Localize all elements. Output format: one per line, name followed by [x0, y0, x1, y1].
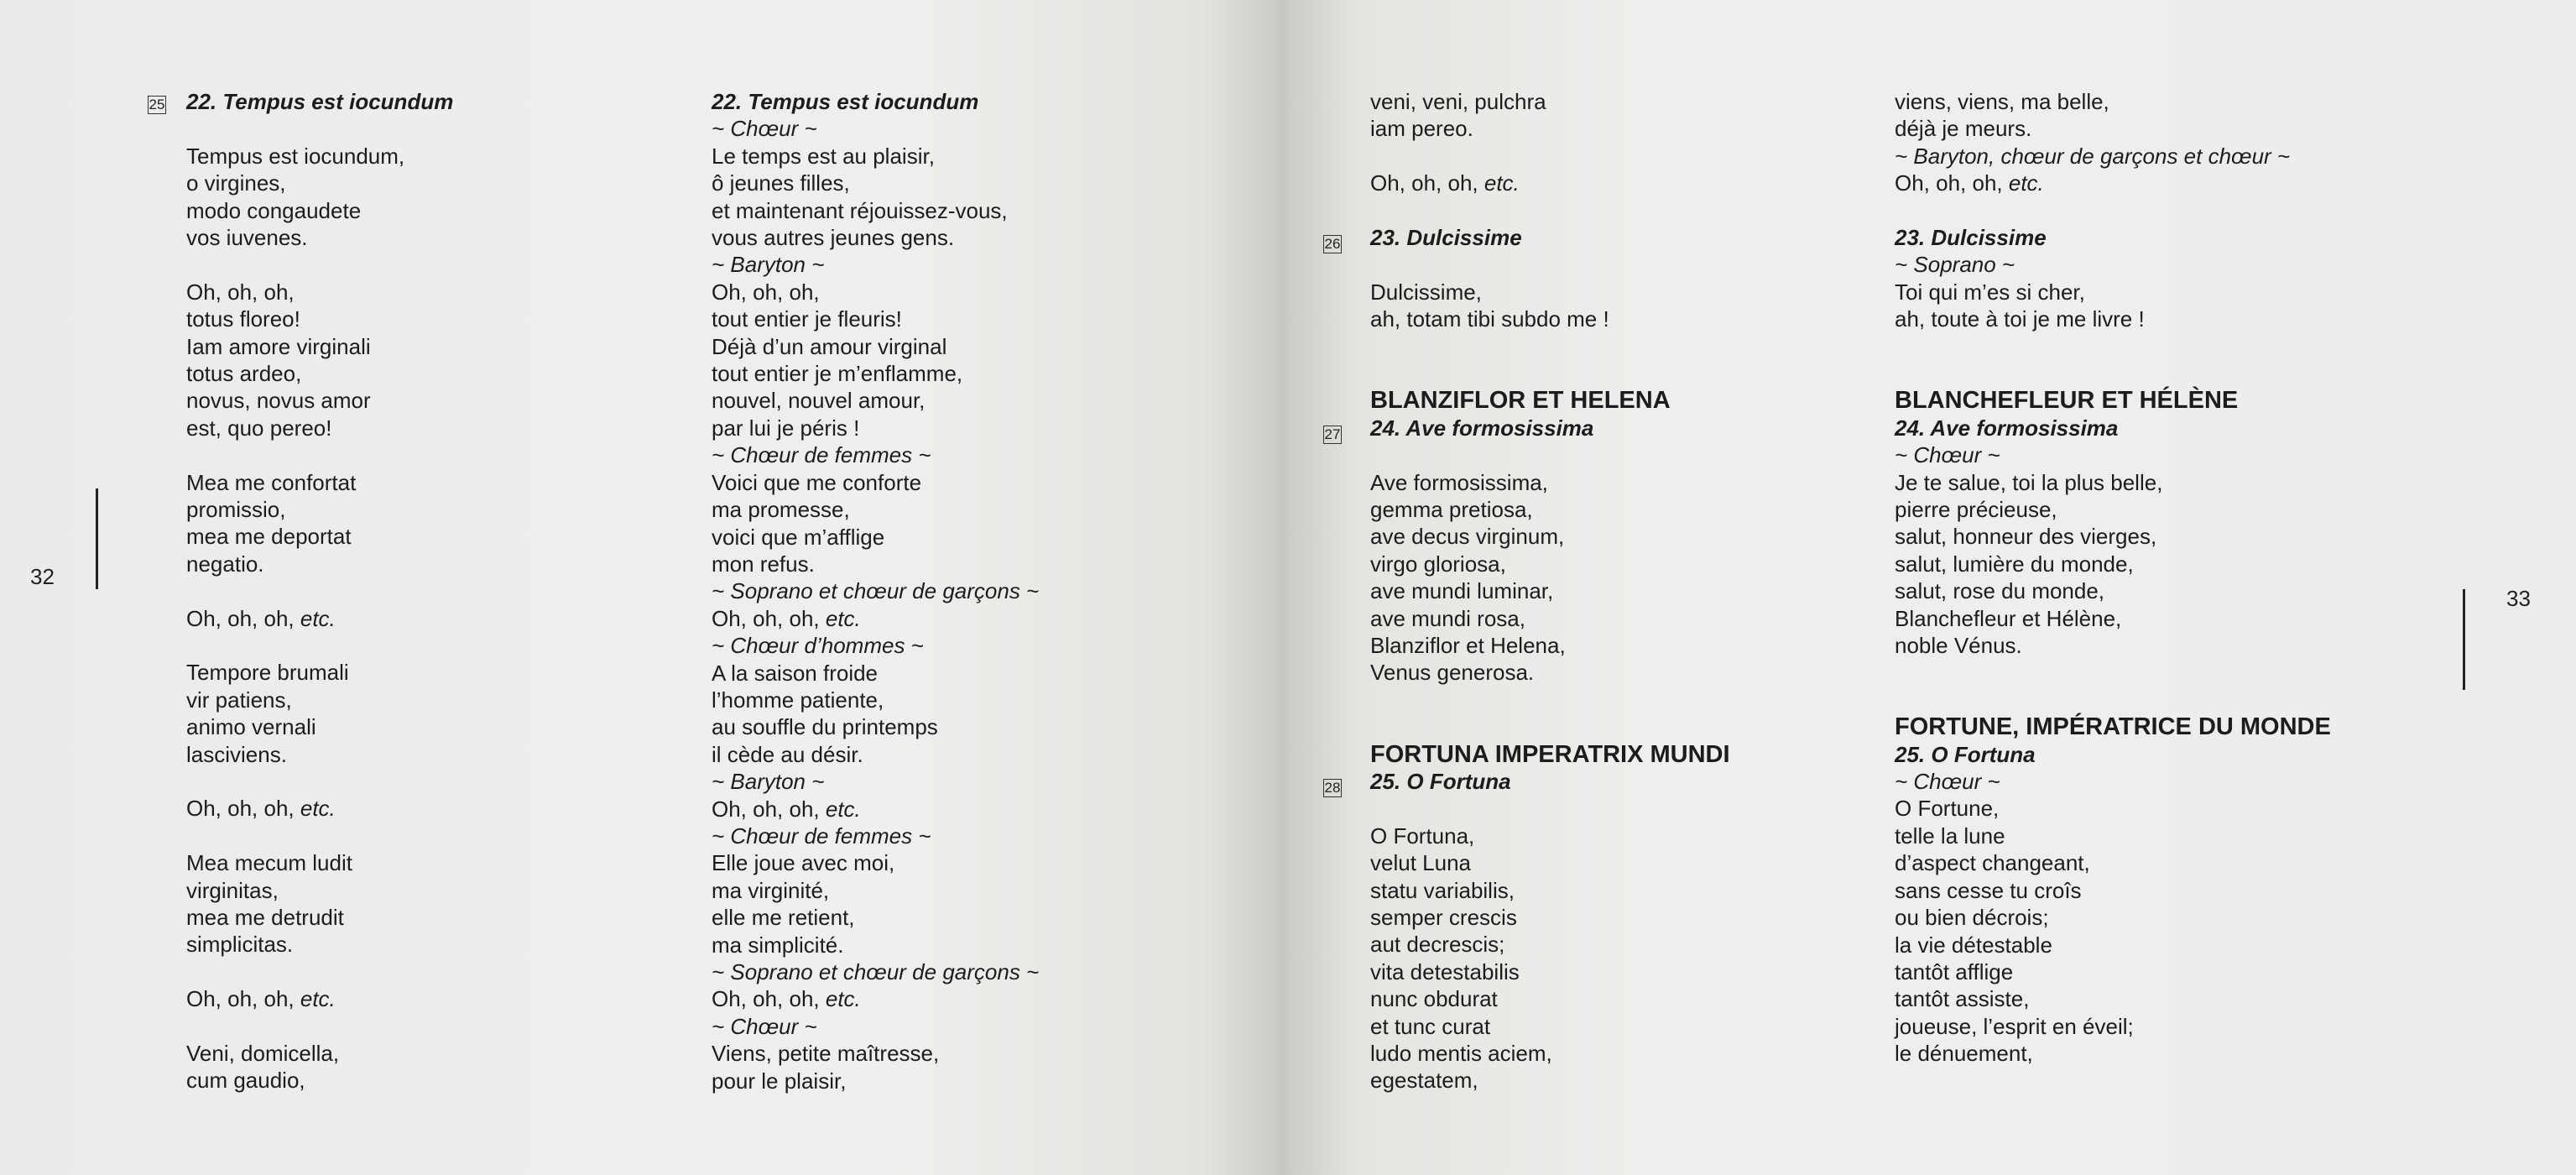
verse-line: vir patiens,	[186, 687, 292, 713]
verse-line: mon refus.	[712, 551, 815, 577]
track-marker: 28	[1324, 780, 1341, 796]
line-gap	[186, 958, 453, 985]
track-marker: 25	[149, 97, 165, 112]
verse-line: Viens, petite maîtresse,	[712, 1041, 940, 1067]
verse-line: et maintenant réjouissez-vous,	[712, 197, 1008, 223]
voice-direction: ~ Chœur d’hommes ~	[712, 633, 924, 659]
line-gap	[1370, 795, 1730, 822]
line-gap	[186, 768, 453, 795]
voice-direction: ~ Chœur ~	[712, 1013, 817, 1039]
song-title: 24. Ave formosissima	[1370, 415, 1594, 441]
verse-line: negatio.	[186, 551, 264, 577]
verse-line: ah, totam tibi subdo me !	[1370, 306, 1609, 332]
line-gap	[186, 441, 453, 468]
french-text-column	[1895, 88, 2331, 1068]
verse-line: Iam amore virginali	[186, 333, 371, 359]
verse-line: au souffle du printemps	[712, 714, 938, 740]
verse-line: ma promesse,	[712, 497, 850, 523]
verse-line: Oh, oh, oh, etc.	[186, 796, 336, 822]
right-page	[1280, 0, 2576, 1175]
verse-line: Oh, oh, oh, etc.	[712, 796, 861, 822]
verse-line: Oh, oh, oh, etc.	[1370, 170, 1520, 196]
voice-direction: ~ Soprano et chœur de garçons ~	[712, 959, 1040, 984]
section-heading: FORTUNA IMPERATRIX MUNDI	[1370, 740, 1730, 768]
line-gap	[1370, 713, 1730, 740]
verse-line: l’homme patiente,	[712, 687, 884, 713]
song-title: 22. Tempus est iocundum	[712, 89, 979, 114]
verse-line: semper crescis	[1370, 905, 1517, 931]
verse-line: ave decus virginum,	[1370, 524, 1565, 550]
voice-direction: ~ Baryton, chœur de garçons et chœur ~	[1895, 143, 2291, 169]
line-gap	[1895, 360, 2331, 387]
line-gap	[1370, 143, 1730, 170]
verse-line: et tunc curat	[1370, 1013, 1491, 1039]
verse-line: telle la lune	[1895, 822, 2005, 849]
verse-line: nunc obdurat	[1370, 986, 1498, 1012]
line-gap	[1370, 687, 1730, 713]
verse-line: voici que m’afflige	[712, 524, 885, 550]
track-marker: 26	[1324, 236, 1341, 252]
verse-line: Oh, oh, oh,	[712, 279, 820, 305]
verse-line: Oh, oh, oh,	[186, 279, 295, 305]
voice-direction: ~ Baryton ~	[712, 252, 825, 278]
verse-line: ô jeunes filles,	[712, 170, 850, 196]
verse-line: mea me deportat	[186, 524, 352, 550]
verse-line: virgo gloriosa,	[1370, 551, 1506, 577]
verse-line: nouvel, nouvel amour,	[712, 388, 926, 414]
line-gap	[186, 115, 453, 142]
verse-line: tout entier je fleuris!	[712, 306, 902, 332]
verse-line: par lui je péris !	[712, 415, 860, 441]
verse-line: O Fortune,	[1895, 796, 2000, 822]
verse-line: ah, toute à toi je me livre !	[1895, 306, 2145, 332]
verse-line: modo congaudete	[186, 197, 362, 223]
verse-line: Oh, oh, oh, etc.	[1895, 170, 2044, 196]
verse-line: iam pereo.	[1370, 116, 1473, 142]
verse-line: Je te salue, toi la plus belle,	[1895, 469, 2163, 495]
etc-marker: etc.	[825, 796, 861, 822]
verse-line: Le temps est au plaisir,	[712, 143, 935, 169]
verse-line: lasciviens.	[186, 741, 287, 767]
verse-line: Mea mecum ludit	[186, 850, 352, 876]
line-gap	[1895, 333, 2331, 360]
voice-direction: ~ Soprano et chœur de garçons ~	[712, 578, 1040, 604]
verse-line: Blanziflor et Helena,	[1370, 633, 1566, 659]
verse-line: vita detestabilis	[1370, 958, 1520, 984]
etc-marker: etc.	[300, 986, 336, 1012]
verse-line: vos iuvenes.	[186, 225, 308, 251]
verse-line: salut, rose du monde,	[1895, 578, 2105, 604]
page-number: 33	[2506, 586, 2531, 611]
etc-marker: etc.	[2008, 170, 2044, 196]
section-heading: FORTUNE, IMPÉRATRICE DU MONDE	[1895, 713, 2331, 741]
verse-line: il cède au désir.	[712, 741, 863, 767]
verse-line: o virgines,	[186, 170, 286, 196]
line-gap	[1895, 197, 2331, 224]
verse-line: statu variabilis,	[1370, 877, 1515, 903]
track-marker: 27	[1324, 426, 1341, 442]
verse-line: Ave formosissima,	[1370, 469, 1548, 495]
verse-line: Voici que me conforte	[712, 469, 922, 495]
line-gap	[1370, 441, 1730, 468]
verse-line: ma simplicité.	[712, 932, 844, 958]
etc-marker: etc.	[825, 605, 861, 631]
verse-line: Veni, domicella,	[186, 1041, 340, 1067]
line-gap	[186, 632, 453, 659]
etc-marker: etc.	[300, 605, 336, 631]
verse-line: O Fortuna,	[1370, 822, 1475, 849]
verse-line: Mea me confortat	[186, 469, 357, 495]
verse-line: tantôt assiste,	[1895, 986, 2030, 1012]
etc-marker: etc.	[1484, 170, 1520, 196]
french-text-column	[712, 88, 1039, 1094]
voice-direction: ~ Chœur ~	[1895, 769, 2000, 795]
voice-direction: ~ Soprano ~	[1895, 252, 2015, 278]
verse-line: vous autres jeunes gens.	[712, 225, 955, 251]
line-gap	[1895, 659, 2331, 686]
voice-direction: ~ Chœur ~	[1895, 442, 2000, 468]
voice-direction: ~ Chœur de femmes ~	[712, 822, 931, 849]
verse-line: virginitas,	[186, 877, 279, 903]
verse-line: Dulcissime,	[1370, 279, 1482, 305]
verse-line: mea me detrudit	[186, 905, 344, 931]
page-edge-rule	[2463, 589, 2465, 690]
line-gap	[1895, 687, 2331, 713]
line-gap	[1370, 197, 1730, 224]
section-heading: BLANZIFLOR ET HELENA	[1370, 387, 1671, 415]
section-heading: BLANCHEFLEUR ET HÉLÈNE	[1895, 387, 2239, 415]
verse-line: cum gaudio,	[186, 1068, 305, 1094]
verse-line: est, quo pereo!	[186, 415, 332, 441]
song-title: 23. Dulcissime	[1895, 225, 2047, 251]
verse-line: déjà je meurs.	[1895, 116, 2032, 142]
verse-line: joueuse, l’esprit en éveil;	[1895, 1013, 2134, 1039]
verse-line: ludo mentis aciem,	[1370, 1041, 1552, 1067]
verse-line: tantôt afflige	[1895, 958, 2014, 984]
page-number: 32	[30, 564, 55, 589]
verse-line: Oh, oh, oh, etc.	[712, 605, 861, 631]
verse-line: Tempore brumali	[186, 660, 349, 686]
verse-line: d’aspect changeant,	[1895, 850, 2090, 876]
verse-line: simplicitas.	[186, 932, 294, 958]
verse-line: Elle joue avec moi,	[712, 850, 895, 876]
verse-line: viens, viens, ma belle,	[1895, 89, 2109, 114]
latin-text-column	[1370, 88, 1730, 1094]
left-page	[0, 0, 1280, 1175]
line-gap	[186, 822, 453, 849]
verse-line: Oh, oh, oh, etc.	[186, 986, 336, 1012]
song-title: 24. Ave formosissima	[1895, 415, 2119, 441]
verse-line: A la saison froide	[712, 660, 879, 686]
verse-line: noble Vénus.	[1895, 633, 2022, 659]
etc-marker: etc.	[300, 796, 336, 822]
verse-line: totus floreo!	[186, 306, 300, 332]
verse-line: ave mundi rosa,	[1370, 605, 1525, 631]
verse-line: velut Luna	[1370, 850, 1471, 876]
verse-line: tout entier je m’enflamme,	[712, 361, 963, 387]
verse-line: Tempus est iocundum,	[186, 143, 405, 169]
line-gap	[1370, 251, 1730, 278]
verse-line: Oh, oh, oh, etc.	[186, 605, 336, 631]
verse-line: Toi qui m’es si cher,	[1895, 279, 2085, 305]
line-gap	[1370, 333, 1730, 360]
verse-line: pierre précieuse,	[1895, 497, 2057, 523]
verse-line: promissio,	[186, 497, 286, 523]
line-gap	[186, 1013, 453, 1040]
verse-line: animo vernali	[186, 714, 316, 740]
voice-direction: ~ Baryton ~	[712, 769, 825, 795]
song-title: 22. Tempus est iocundum	[186, 89, 454, 114]
latin-text-column	[186, 88, 453, 1094]
verse-line: la vie détestable	[1895, 932, 2052, 958]
verse-line: Oh, oh, oh, etc.	[712, 986, 861, 1012]
line-gap	[1370, 360, 1730, 387]
verse-line: aut decrescis;	[1370, 932, 1505, 958]
etc-marker: etc.	[825, 986, 861, 1012]
song-title: 25. O Fortuna	[1370, 769, 1511, 795]
verse-line: salut, honneur des vierges,	[1895, 524, 2157, 550]
verse-line: sans cesse tu croîs	[1895, 877, 2082, 903]
verse-line: veni, veni, pulchra	[1370, 89, 1546, 114]
song-title: 25. O Fortuna	[1895, 741, 2036, 767]
voice-direction: ~ Chœur ~	[712, 116, 817, 142]
voice-direction: ~ Chœur de femmes ~	[712, 442, 931, 468]
line-gap	[186, 577, 453, 604]
verse-line: ma virginité,	[712, 877, 830, 903]
verse-line: ave mundi luminar,	[1370, 578, 1554, 604]
page-edge-rule	[96, 488, 98, 589]
verse-line: Déjà d’un amour virginal	[712, 333, 947, 359]
verse-line: novus, novus amor	[186, 388, 371, 414]
verse-line: le dénuement,	[1895, 1041, 2033, 1067]
verse-line: Venus generosa.	[1370, 660, 1535, 686]
song-title: 23. Dulcissime	[1370, 225, 1522, 250]
verse-line: salut, lumière du monde,	[1895, 551, 2134, 577]
verse-line: ou bien décrois;	[1895, 905, 2049, 931]
line-gap	[186, 251, 453, 278]
verse-line: totus ardeo,	[186, 361, 302, 387]
verse-line: Blanchefleur et Hélène,	[1895, 605, 2122, 631]
verse-line: pour le plaisir,	[712, 1068, 847, 1094]
verse-line: gemma pretiosa,	[1370, 497, 1533, 522]
verse-line: egestatem,	[1370, 1068, 1478, 1094]
verse-line: elle me retient,	[712, 905, 855, 931]
